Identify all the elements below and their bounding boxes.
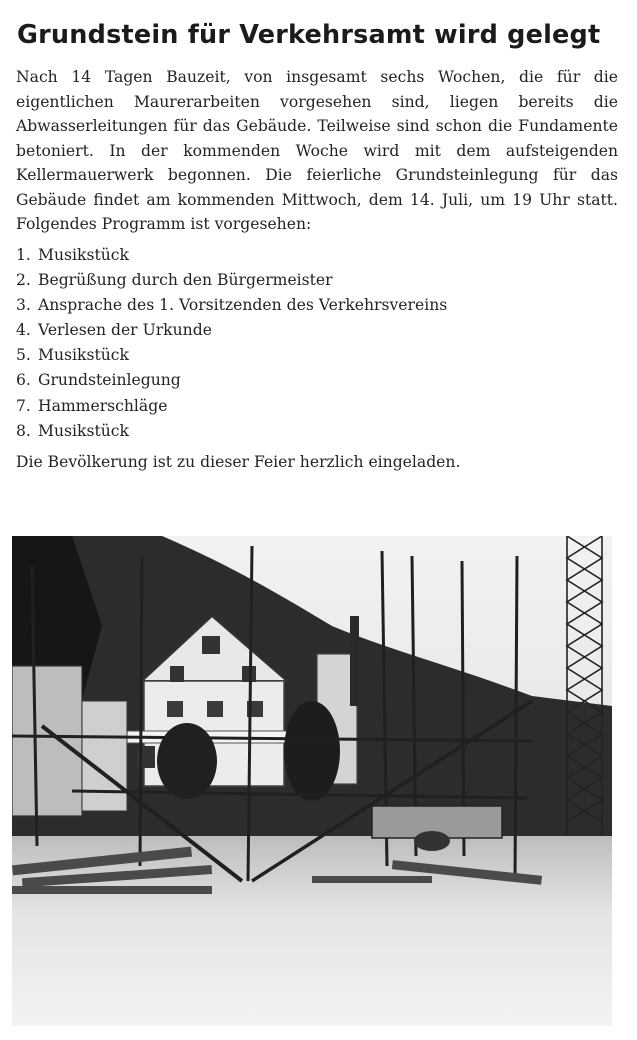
program-number: 8.: [16, 421, 31, 440]
program-text: Verlesen der Urkunde: [38, 321, 212, 340]
program-item: [16, 343, 618, 368]
program-list: [16, 243, 618, 445]
chimney: [350, 616, 359, 706]
program-item: [16, 318, 618, 343]
worker: [414, 831, 450, 851]
program-number: 1.: [16, 245, 31, 264]
program-text: Grundsteinlegung: [38, 371, 181, 390]
photo-illustration: [12, 536, 612, 1026]
program-text: Hammerschläge: [38, 396, 168, 415]
program-text: Musikstück: [38, 346, 129, 365]
program-number: 4.: [16, 321, 31, 340]
tree: [157, 723, 217, 799]
program-item: [16, 243, 618, 268]
program-text: Ansprache des 1. Vorsitzenden des Verkehrsvereins: [38, 295, 448, 314]
article-body: [16, 65, 618, 475]
closing-paragraph: Die Bevölkerung ist zu dieser Feier herzlich eingeladen.: [16, 453, 461, 471]
program-text: Begrüßung durch den Bürgermeister: [38, 270, 333, 289]
program-number: 7.: [16, 396, 31, 415]
program-number: 2.: [16, 270, 31, 289]
program-item: [16, 293, 618, 318]
program-text: Musikstück: [38, 245, 129, 264]
program-number: 5.: [16, 346, 31, 365]
construction-site-photo: [12, 536, 612, 1026]
program-item: [16, 394, 618, 419]
program-text: Musikstück: [38, 421, 129, 440]
left-building: [12, 666, 82, 816]
program-number: 6.: [16, 371, 31, 390]
intro-paragraph: Nach 14 Tagen Bauzeit, von insgesamt sechs Wochen, die für die eigentlichen Maurerarbeiten vorgesehen sind, liegen bereits die Abwasserleitungen für das Gebäude. Teilweise sind schon die Fundamente betoniert. In der kommenden Woche wird mit dem aufsteigenden Kellermauerwerk begonnen. Die feierliche Grundsteinlegung für das Gebäude findet am kommenden Mittwoch, dem 14. Juli, um 19 Uhr statt. Folgendes Programm ist vorgesehen:: [16, 68, 618, 233]
program-item: [16, 419, 618, 444]
program-item: [16, 268, 618, 293]
tree: [284, 701, 340, 801]
headline: Grundstein für Verkehrsamt wird gelegt: [17, 20, 601, 50]
program-item: [16, 368, 618, 393]
program-number: 3.: [16, 295, 31, 314]
